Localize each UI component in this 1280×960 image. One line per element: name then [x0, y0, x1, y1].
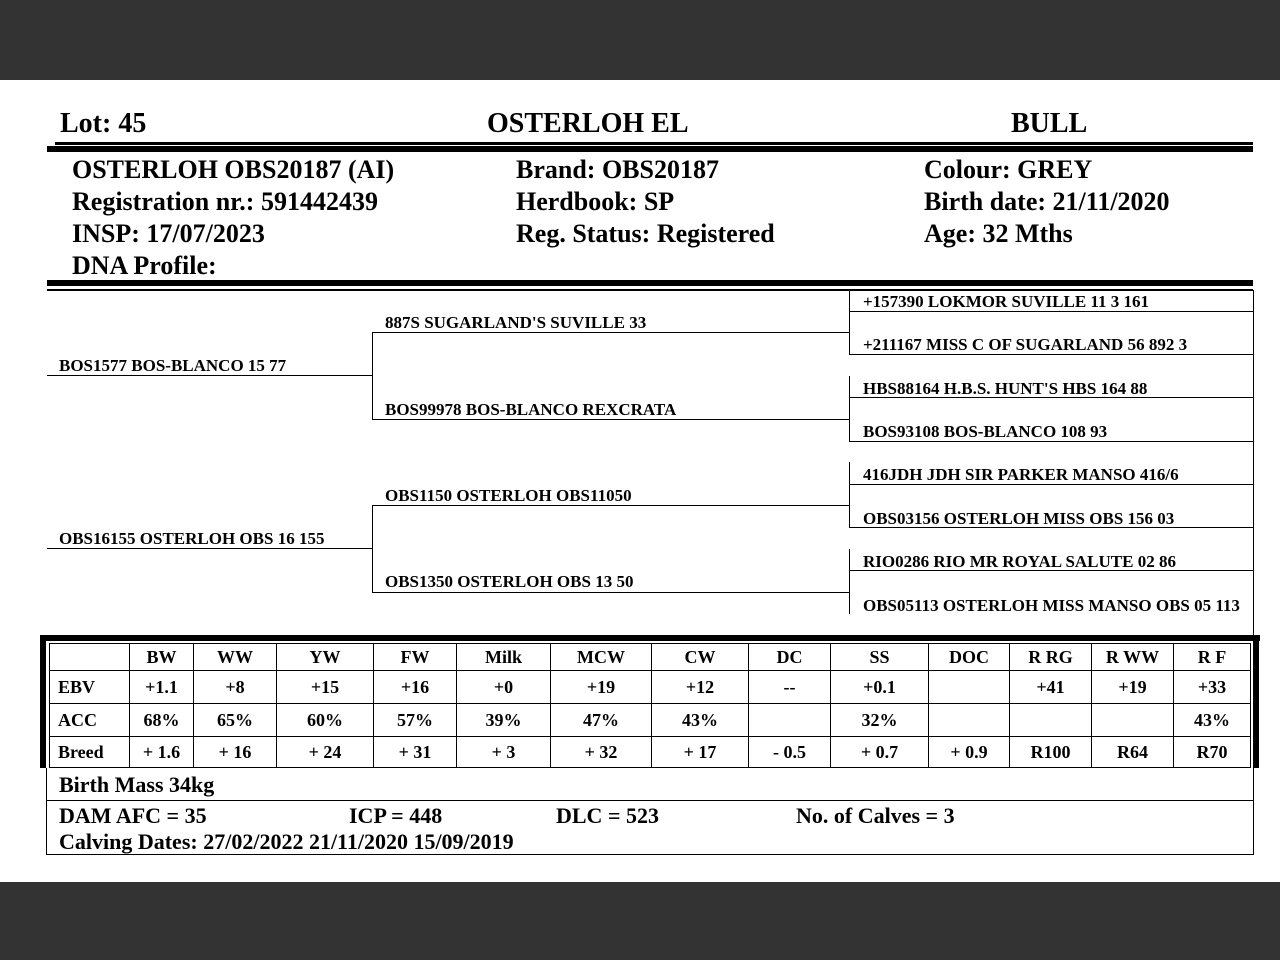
ebv-header-cell: [50, 644, 130, 671]
sire-name: BOS1577 BOS-BLANCO 15 77: [59, 356, 287, 375]
header-rule-thin: [55, 142, 1253, 145]
birth-mass: Birth Mass 34kg: [59, 772, 215, 797]
breed-cell: + 0.7: [831, 737, 929, 768]
acc-cell: 57%: [374, 704, 457, 737]
breed-cell: R100: [1010, 737, 1092, 768]
breed-row-label: Breed: [50, 737, 130, 768]
reg-status: Reg. Status: Registered: [516, 219, 775, 248]
ebv-cell: +15: [277, 671, 374, 704]
dam-bracket: [372, 505, 373, 592]
ebv-cell: --: [749, 671, 831, 704]
dlc: DLC = 523: [556, 803, 659, 828]
dd-bracket: [849, 549, 850, 614]
ebv-header-cell: R WW: [1092, 644, 1174, 671]
ebv-cell: +41: [1010, 671, 1092, 704]
ebv-row-label: EBV: [50, 671, 130, 704]
dds-name: RIO0286 RIO MR ROYAL SALUTE 02 86: [863, 552, 1176, 571]
animal-name-title: OSTERLOH EL: [487, 108, 689, 139]
acc-cell: [929, 704, 1010, 737]
ebv-cell: +19: [551, 671, 652, 704]
ebv-frame-left: [40, 635, 46, 768]
acc-cell: 47%: [551, 704, 652, 737]
ebv-header-cell: R RG: [1010, 644, 1092, 671]
breed-cell: R64: [1092, 737, 1174, 768]
breed-cell: + 17: [652, 737, 749, 768]
sdd-name: BOS93108 BOS-BLANCO 108 93: [863, 422, 1108, 441]
breed-cell: + 31: [374, 737, 457, 768]
colour: Colour: GREY: [924, 155, 1093, 184]
breed-row: [50, 737, 1251, 768]
bottom-dark-band: [0, 882, 1280, 960]
lot-number: 45: [118, 108, 147, 139]
sd-bracket: [849, 376, 850, 441]
icp: ICP = 448: [349, 803, 443, 828]
acc-cell: 39%: [457, 704, 551, 737]
ebv-row: [50, 671, 1251, 704]
ebv-header-cell: Milk: [457, 644, 551, 671]
details-rule-thick: [47, 280, 1253, 286]
ebv-header-cell: YW: [277, 644, 374, 671]
acc-cell: 60%: [277, 704, 374, 737]
ebv-cell: +16: [374, 671, 457, 704]
no-of-calves: No. of Calves = 3: [796, 803, 955, 828]
herdbook: Herdbook: SP: [516, 187, 675, 216]
dna-profile: DNA Profile:: [72, 251, 217, 280]
ebv-cell: +12: [652, 671, 749, 704]
ebv-header-cell: DC: [749, 644, 831, 671]
ebv-table: [49, 643, 1251, 768]
breed-cell: + 32: [551, 737, 652, 768]
ebv-cell: +0: [457, 671, 551, 704]
pedigree-right-edge: [1253, 290, 1254, 635]
ebv-header-cell: MCW: [551, 644, 652, 671]
breed-cell: + 1.6: [130, 737, 194, 768]
sss-name: +157390 LOKMOR SUVILLE 11 3 161: [863, 292, 1149, 311]
top-dark-band: [0, 0, 1280, 80]
registration-number: Registration nr.: 591442439: [72, 187, 378, 216]
age: Age: 32 Mths: [924, 219, 1073, 248]
ssd-name: +211167 MISS C OF SUGARLAND 56 892 3: [863, 335, 1188, 354]
ebv-header-cell: R F: [1174, 644, 1251, 671]
info-box-left: [46, 768, 47, 854]
ebv-frame-right: [1253, 635, 1259, 768]
dsd-name: OBS03156 OSTERLOH MISS OBS 156 03: [863, 509, 1175, 528]
details-rule-thin: [47, 289, 1253, 291]
dam-name: OBS16155 OSTERLOH OBS 16 155: [59, 529, 325, 548]
lot-label: Lot:: [60, 108, 112, 139]
ss-bracket: [849, 290, 850, 354]
ebv-header-row: [50, 644, 1251, 671]
ebv-cell: +8: [194, 671, 277, 704]
sire-sire-name: 887S SUGARLAND'S SUVILLE 33: [385, 313, 647, 332]
header-rule-thick: [47, 146, 1253, 152]
ebv-header-cell: CW: [652, 644, 749, 671]
acc-cell: [1092, 704, 1174, 737]
acc-row-label: ACC: [50, 704, 130, 737]
acc-cell: 68%: [130, 704, 194, 737]
info-box-right: [1253, 768, 1254, 854]
ddd-name: OBS05113 OSTERLOH MISS MANSO OBS 05 113: [863, 596, 1240, 615]
breed-cell: + 3: [457, 737, 551, 768]
insp-date: INSP: 17/07/2023: [72, 219, 265, 248]
dam-afc: DAM AFC = 35: [59, 803, 207, 828]
sire-bracket: [372, 332, 373, 419]
ebv-header-cell: SS: [831, 644, 929, 671]
acc-cell: 43%: [1174, 704, 1251, 737]
ds-bracket: [849, 462, 850, 527]
acc-row: [50, 704, 1251, 737]
ebv-header-cell: DOC: [929, 644, 1010, 671]
ebv-cell: [929, 671, 1010, 704]
acc-cell: 43%: [652, 704, 749, 737]
sds-name: HBS88164 H.B.S. HUNT'S HBS 164 88: [863, 379, 1148, 398]
info-box-divider: [46, 800, 1254, 801]
dam-dam-name: OBS1350 OSTERLOH OBS 13 50: [385, 572, 634, 591]
acc-cell: [749, 704, 831, 737]
dd-line: [372, 592, 849, 593]
calving-dates: Calving Dates: 27/02/2022 21/11/2020 15/09/2019: [59, 829, 514, 854]
ebv-cell: +33: [1174, 671, 1251, 704]
acc-cell: 32%: [831, 704, 929, 737]
acc-cell: 65%: [194, 704, 277, 737]
breed-cell: - 0.5: [749, 737, 831, 768]
sex-label: BULL: [1011, 108, 1088, 139]
dss-name: 416JDH JDH SIR PARKER MANSO 416/6: [863, 465, 1179, 484]
acc-cell: [1010, 704, 1092, 737]
breed-cell: + 16: [194, 737, 277, 768]
ebv-header-cell: BW: [130, 644, 194, 671]
breed-cell: R70: [1174, 737, 1251, 768]
sire-dam-name: BOS99978 BOS-BLANCO REXCRATA: [385, 400, 677, 419]
birth-date: Birth date: 21/11/2020: [924, 187, 1170, 216]
ebv-cell: +1.1: [130, 671, 194, 704]
breed-cell: + 24: [277, 737, 374, 768]
ebv-cell: +19: [1092, 671, 1174, 704]
dam-sire-name: OBS1150 OSTERLOH OBS11050: [385, 486, 632, 505]
ebv-frame-top: [40, 635, 1260, 641]
animal-full-name: OSTERLOH OBS20187 (AI): [72, 155, 395, 184]
breed-cell: + 0.9: [929, 737, 1010, 768]
ebv-cell: +0.1: [831, 671, 929, 704]
ebv-header-cell: FW: [374, 644, 457, 671]
lot-label-row: [60, 108, 146, 140]
brand: Brand: OBS20187: [516, 155, 719, 184]
ebv-header-cell: WW: [194, 644, 277, 671]
